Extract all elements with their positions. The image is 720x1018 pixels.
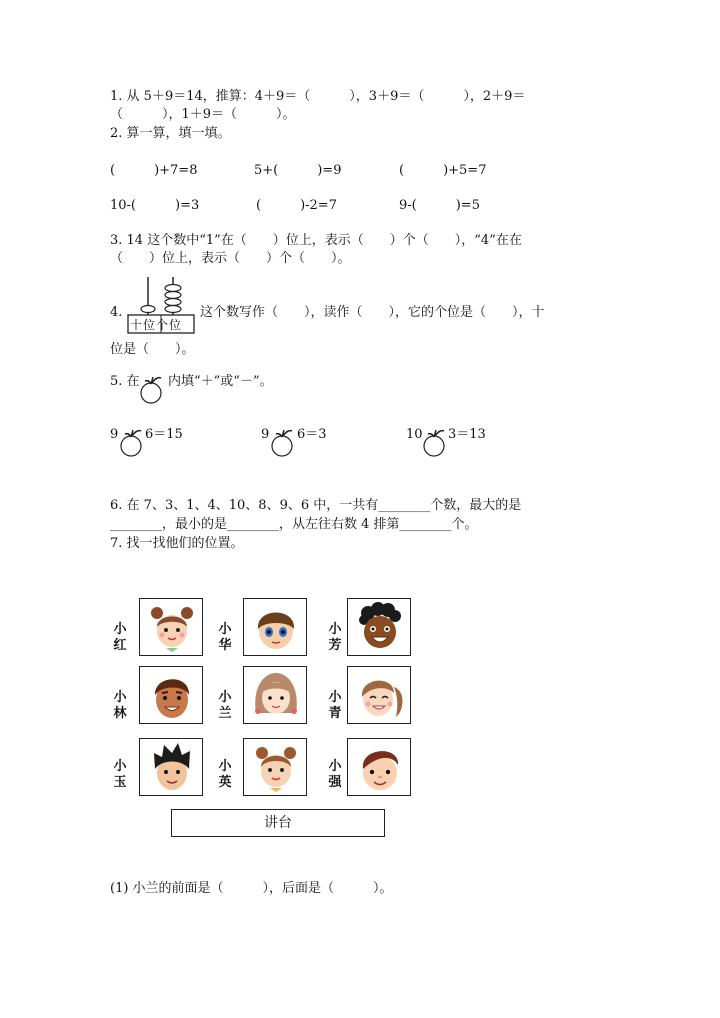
boy-side-icon — [348, 739, 412, 797]
seat-label-xiaoqing: 小 青 — [328, 690, 342, 721]
kid-curly-icon — [348, 599, 412, 657]
q5-item2-left: 9 — [261, 427, 270, 442]
q5-item3-left: 10 — [406, 427, 423, 442]
seat-label-xiaoying: 小 英 — [218, 759, 232, 790]
seat-xiaolin[interactable] — [139, 666, 203, 724]
q5-item2-right: 6＝3 — [297, 427, 327, 442]
seat-xiaoqing[interactable] — [347, 666, 411, 724]
q5-pre: 5. 在 — [110, 374, 140, 389]
apple-blank-icon[interactable] — [420, 427, 448, 459]
q5-item1-right: 6＝15 — [145, 427, 183, 442]
seat-xiaoying[interactable] — [243, 738, 307, 796]
seat-label-xiaolan: 小 兰 — [218, 690, 232, 721]
girl-buns-icon — [244, 739, 308, 797]
seat-xiaoqiang[interactable] — [347, 738, 411, 796]
girl-ponytail-icon — [348, 667, 412, 725]
boy-spiky-icon — [140, 739, 204, 797]
seat-xiaohong[interactable] — [139, 598, 203, 656]
podium: 讲台 — [171, 809, 385, 837]
q4-line2: 位是（ ）。 — [110, 342, 195, 357]
seat-xiaolan[interactable] — [243, 666, 307, 724]
boy-tan-icon — [140, 667, 204, 725]
q4-line1: 这个数写作（ ），读作（ ），它的个位是（ ），十 — [200, 305, 545, 320]
seat-label-xiaoqiang: 小 强 — [328, 759, 342, 790]
q7-sub1: (1) 小兰的前面是（ ），后面是（ ）。 — [110, 881, 393, 896]
q2-title: 2. 算一算，填一填。 — [110, 126, 231, 141]
boy-bowlcut-icon — [244, 599, 308, 657]
abacus-label: 十位个位 — [130, 318, 183, 332]
seat-label-xiaohong: 小 红 — [113, 622, 127, 653]
q3-line1: 3. 14 这个数中“1”在（ ）位上，表示（ ）个（ ），“4”在在 — [110, 233, 522, 248]
q6-line1: 6. 在 7、3、1、4、10、8、9、6 中，一共有________个数，最大的是 — [110, 498, 522, 513]
seat-label-xiaohua: 小 华 — [218, 622, 232, 653]
seat-xiaoyu[interactable] — [139, 738, 203, 796]
seat-xiaohua[interactable] — [243, 598, 307, 656]
seat-label-xiaolin: 小 林 — [113, 690, 127, 721]
q2-item-2: 5+( )=9 — [254, 163, 342, 178]
q2-item-1: ( )+7=8 — [110, 163, 198, 178]
apple-blank-icon[interactable] — [117, 427, 145, 459]
seat-label-xiaofang: 小 芳 — [328, 622, 342, 653]
q2-item-5: ( )-2=7 — [256, 198, 337, 213]
q6-line2: ________，最小的是________，从左往右数 4 排第________个。 — [110, 517, 478, 532]
q5-post: 内填“＋”或“－”。 — [168, 374, 273, 389]
q1-line2: （ ），1＋9＝（ ）。 — [110, 107, 296, 122]
q2-item-6: 9-( )=5 — [399, 198, 480, 213]
q5-item1-left: 9 — [110, 427, 119, 442]
q5-item3-right: 3＝13 — [448, 427, 486, 442]
seat-xiaofang[interactable] — [347, 598, 411, 656]
q7-title: 7. 找一找他们的位置。 — [110, 536, 244, 551]
q4-number: 4. — [110, 305, 123, 320]
girl-pigtails-icon — [140, 599, 204, 657]
q1-line1: 1. 从 5＋9＝14，推算：4＋9＝（ ），3＋9＝（ ），2＋9＝ — [110, 89, 526, 104]
q3-line2: （ ）位上，表示（ ）个（ ）。 — [110, 251, 351, 266]
seat-label-xiaoyu: 小 玉 — [113, 759, 127, 790]
girl-bangs-icon — [244, 667, 308, 725]
q2-item-3: ( )+5=7 — [399, 163, 487, 178]
apple-blank-icon[interactable] — [268, 427, 296, 459]
q2-item-4: 10-( )=3 — [110, 198, 200, 213]
apple-icon — [137, 374, 165, 406]
